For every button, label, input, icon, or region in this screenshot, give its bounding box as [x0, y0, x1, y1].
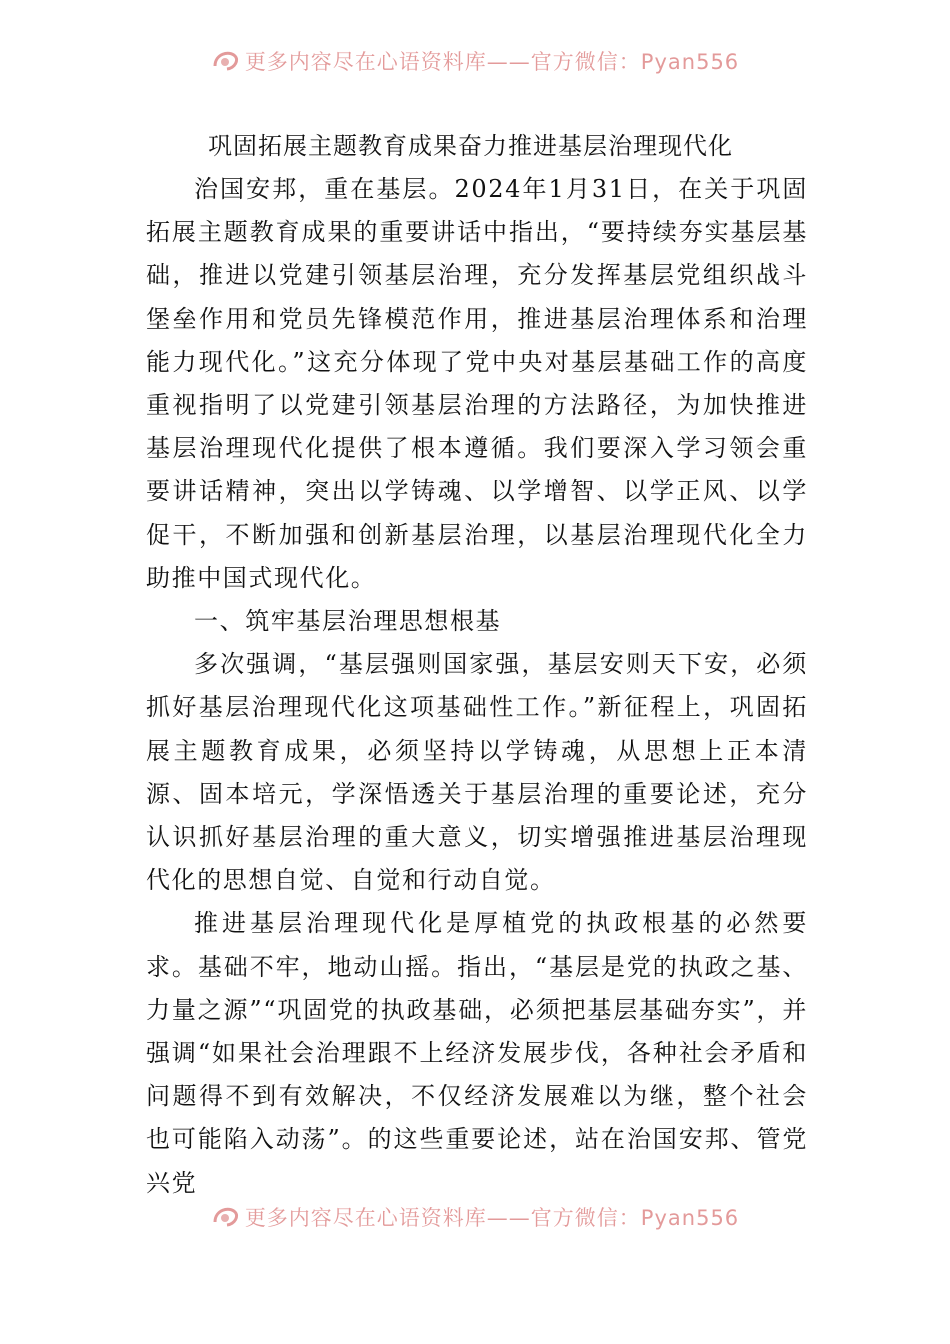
footer-watermark	[0, 1206, 950, 1240]
header-watermark	[0, 50, 950, 84]
document-body	[146, 124, 808, 1205]
section-heading: 一、筑牢基层治理思想根基	[194, 607, 502, 636]
brand-logo-icon	[211, 1206, 241, 1230]
brand-logo-icon	[211, 50, 241, 74]
watermark-text: 更多内容尽在心语资料库——官方微信：Pyan556	[244, 50, 740, 74]
section-paragraph-2: 推进基层治理现代化是厚植党的执政根基的必然要求。基础不牢，地动山摇。指出，“基层是党的执政之基、力量之源”“巩固党的执政基础，必须把基层基础夯实”，并强调“如果社会治理跟不上经济发展步伐，各种社会矛盾和问题得不到有效解决，不仅经济发展难以为继，整个社会也可能陷入动荡”。的这些重要论述，站在治国安邦、管党兴党	[146, 909, 808, 1197]
document-title: 巩固拓展主题教育成果奋力推进基层治理现代化	[208, 132, 733, 160]
watermark-text: 更多内容尽在心语资料库——官方微信：Pyan556	[244, 1206, 740, 1230]
section-paragraph-1: 多次强调，“基层强则国家强，基层安则天下安，必须抓好基层治理现代化这项基础性工作。”新征程上，巩固拓展主题教育成果，必须坚持以学铸魂，从思想上正本清源、固本培元，学深悟透关于基层治理的重要论述，充分认识抓好基层治理的重大意义，切实增强推进基层治理现代化的思想自觉、自觉和行动自觉。	[146, 650, 808, 895]
intro-paragraph: 治国安邦，重在基层。2024年1月31日，在关于巩固拓展主题教育成果的重要讲话中指出，“要持续夯实基层基础，推进以党建引领基层治理，充分发挥基层党组织战斗堡垒作用和党员先锋模范作用，推进基层治理体系和治理能力现代化。”这充分体现了党中央对基层基础工作的高度重视指明了以党建引领基层治理的方法路径，为加快推进基层治理现代化提供了根本遵循。我们要深入学习领会重要讲话精神，突出以学铸魂、以学增智、以学正风、以学促干，不断加强和创新基层治理，以基层治理现代化全力助推中国式现代化。	[146, 175, 808, 592]
